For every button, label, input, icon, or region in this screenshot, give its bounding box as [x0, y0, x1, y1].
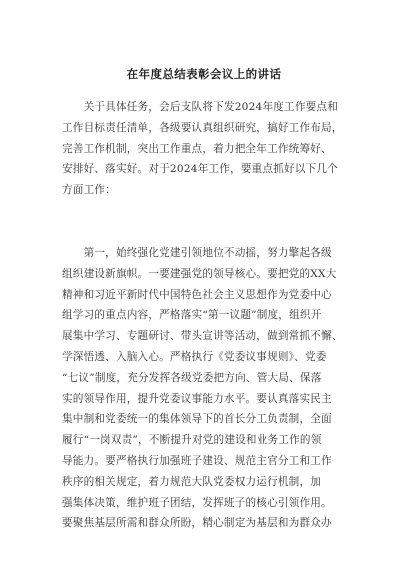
text-line: 第一，始终强化党建引领地位不动摇，努力擎起各级	[62, 247, 332, 259]
text-line: 展集中学习、专题研讨、带头宣讲等活动，做到常抓不懈、	[62, 330, 343, 343]
text-line: 学深悟透、入脑入心。严格执行《党委议事规则》、党委	[62, 350, 327, 363]
text-line: 安排好、落实好。对于2024年工作，要重点抓好以下几个	[62, 163, 339, 176]
text-line: 方面工作：	[62, 184, 116, 197]
text-line: 履行“一岗双责”，不断提升对党的建设和业务工作的领	[62, 434, 322, 447]
paragraph-first-point	[62, 243, 344, 534]
text-line: 组学习的重点内容，严格落实“第一议题”制度，组织开	[62, 309, 322, 322]
text-line: 导能力。要严格执行加强班子建设、规范主官分工和工作	[62, 454, 332, 467]
text-line: 精神和习近平新时代中国特色社会主义思想作为党委中心	[62, 288, 332, 301]
page-title: 在年度总结表彰会议上的讲话	[126, 67, 282, 81]
paragraph-intro	[62, 97, 344, 201]
text-line: 秩序的相关规定，着力规范大队党委权力运行机制，加	[62, 475, 322, 488]
text-line: 工作目标责任清单，各级要认真组织研究，搞好工作布局，	[62, 121, 343, 134]
text-line: 集中制和党委统一的集体领导下的首长分工负责制，全面	[62, 413, 332, 426]
text-line: “七议”制度，充分发挥各级党委把方向、管大局、保落	[62, 371, 322, 384]
text-line: 要聚焦基层所需和群众所盼，精心制定为基层和为群众办	[62, 517, 332, 530]
text-line: 实的领导作用，提升党委议事能力水平。要认真落实民主	[62, 392, 332, 405]
text-line: 强集体决策，维护班子团结，发挥班子的核心引领作用。	[62, 496, 332, 509]
text-line: 组织建设新旗帜。一要建强党的领导核心。要把党的XX大	[62, 267, 337, 280]
text-line: 完善工作机制，突出工作重点，着力把全年工作统筹好、	[62, 142, 332, 155]
text-line: 关于具体任务，会后支队将下发2024年度工作要点和	[62, 101, 339, 113]
